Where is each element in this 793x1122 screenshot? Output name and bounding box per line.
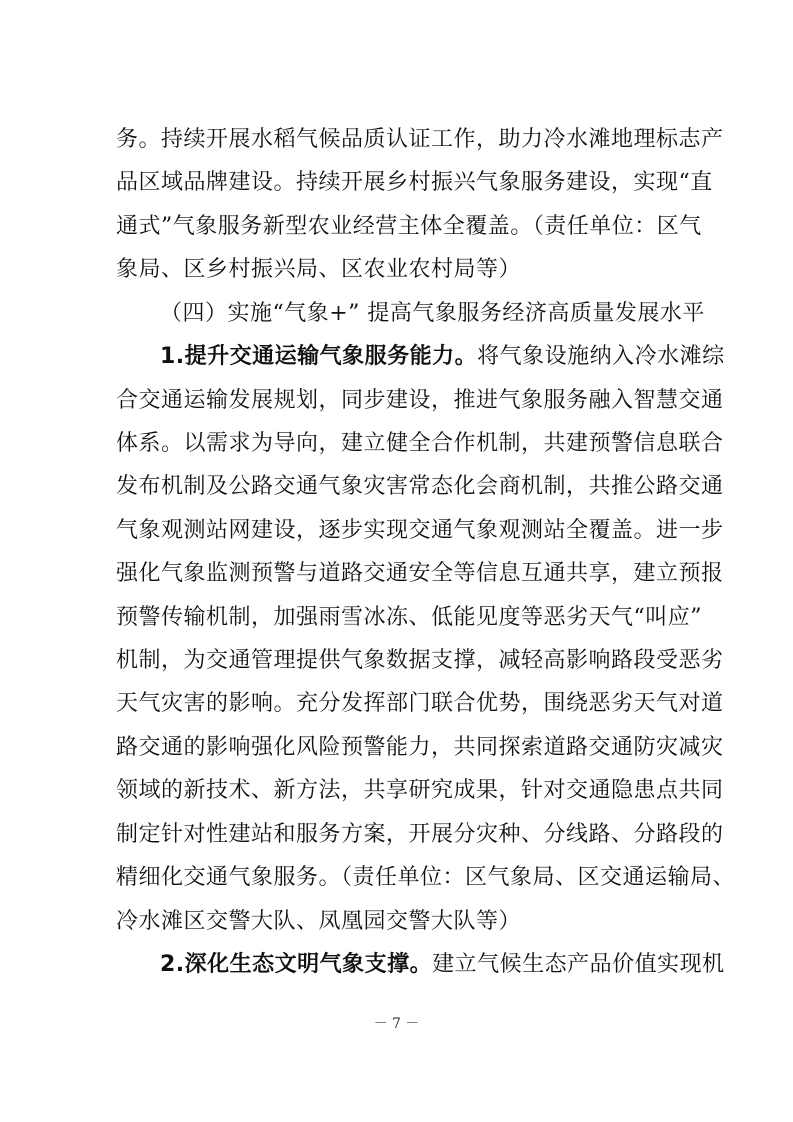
- section-heading: （四）实施“气象+” 提高气象服务经济高质量发展水平: [160, 301, 705, 326]
- subsection-heading-1: [160, 340, 725, 374]
- body-line-11: 强化气象监测预警与道路交通安全等信息互通共享，建立预报: [116, 561, 724, 586]
- subsection-heading-2: [160, 948, 725, 982]
- body-line-14: 天气灾害的影响。充分发挥部门联合优势，围绕恶劣天气对道: [116, 691, 724, 716]
- body-line-1: 务。持续开展水稻气候品质认证工作，助力冷水滩地理标志产: [116, 127, 724, 152]
- body-line-9: 发布机制及公路交通气象灾害常态化会商机制，共推公路交通: [116, 474, 724, 499]
- body-line-19: 冷水滩区交警大队、凤凰园交警大队等）: [116, 909, 522, 934]
- body-line-16: 领域的新技术、新方法，共享研究成果，针对交通隐患点共同: [116, 778, 724, 803]
- body-line-10: 气象观测站网建设，逐步实现交通气象观测站全覆盖。进一步: [116, 518, 724, 543]
- body-line-2: 品区域品牌建设。持续开展乡村振兴气象服务建设，实现“直: [116, 170, 713, 195]
- subsection-title-1: 1.提升交通运输气象服务能力。: [160, 344, 478, 369]
- body-line-4: 象局、区乡村振兴局、区农业农村局等）: [116, 257, 522, 282]
- body-line-3: 通式”气象服务新型农业经营主体全覆盖。（责任单位：区气: [116, 214, 702, 239]
- body-line-12: 预警传输机制，加强雨雪冰冻、低能见度等恶劣天气“叫应”: [116, 605, 702, 630]
- body-line-13: 机制，为交通管理提供气象数据支撑，减轻高影响路段受恶劣: [116, 648, 724, 673]
- page-number: － 7 －: [373, 1016, 420, 1032]
- body-line-8: 体系。以需求为导向，建立健全合作机制，共建预警信息联合: [116, 431, 724, 456]
- subsection-text-1: 将气象设施纳入冷水滩综: [477, 344, 725, 369]
- body-line-15: 路交通的影响强化风险预警能力，共同探索道路交通防灾减灾: [116, 735, 724, 760]
- body-line-7: 合交通运输发展规划，同步建设，推进气象服务融入智慧交通: [116, 388, 724, 413]
- body-line-18: 精细化交通气象服务。（责任单位：区气象局、区交通运输局、: [116, 865, 736, 890]
- body-line-17: 制定针对性建站和服务方案，开展分灾种、分线路、分路段的: [116, 822, 724, 847]
- subsection-title-2: 2.深化生态文明气象支撑。: [160, 952, 433, 977]
- subsection-text-2: 建立气候生态产品价值实现机: [432, 952, 725, 977]
